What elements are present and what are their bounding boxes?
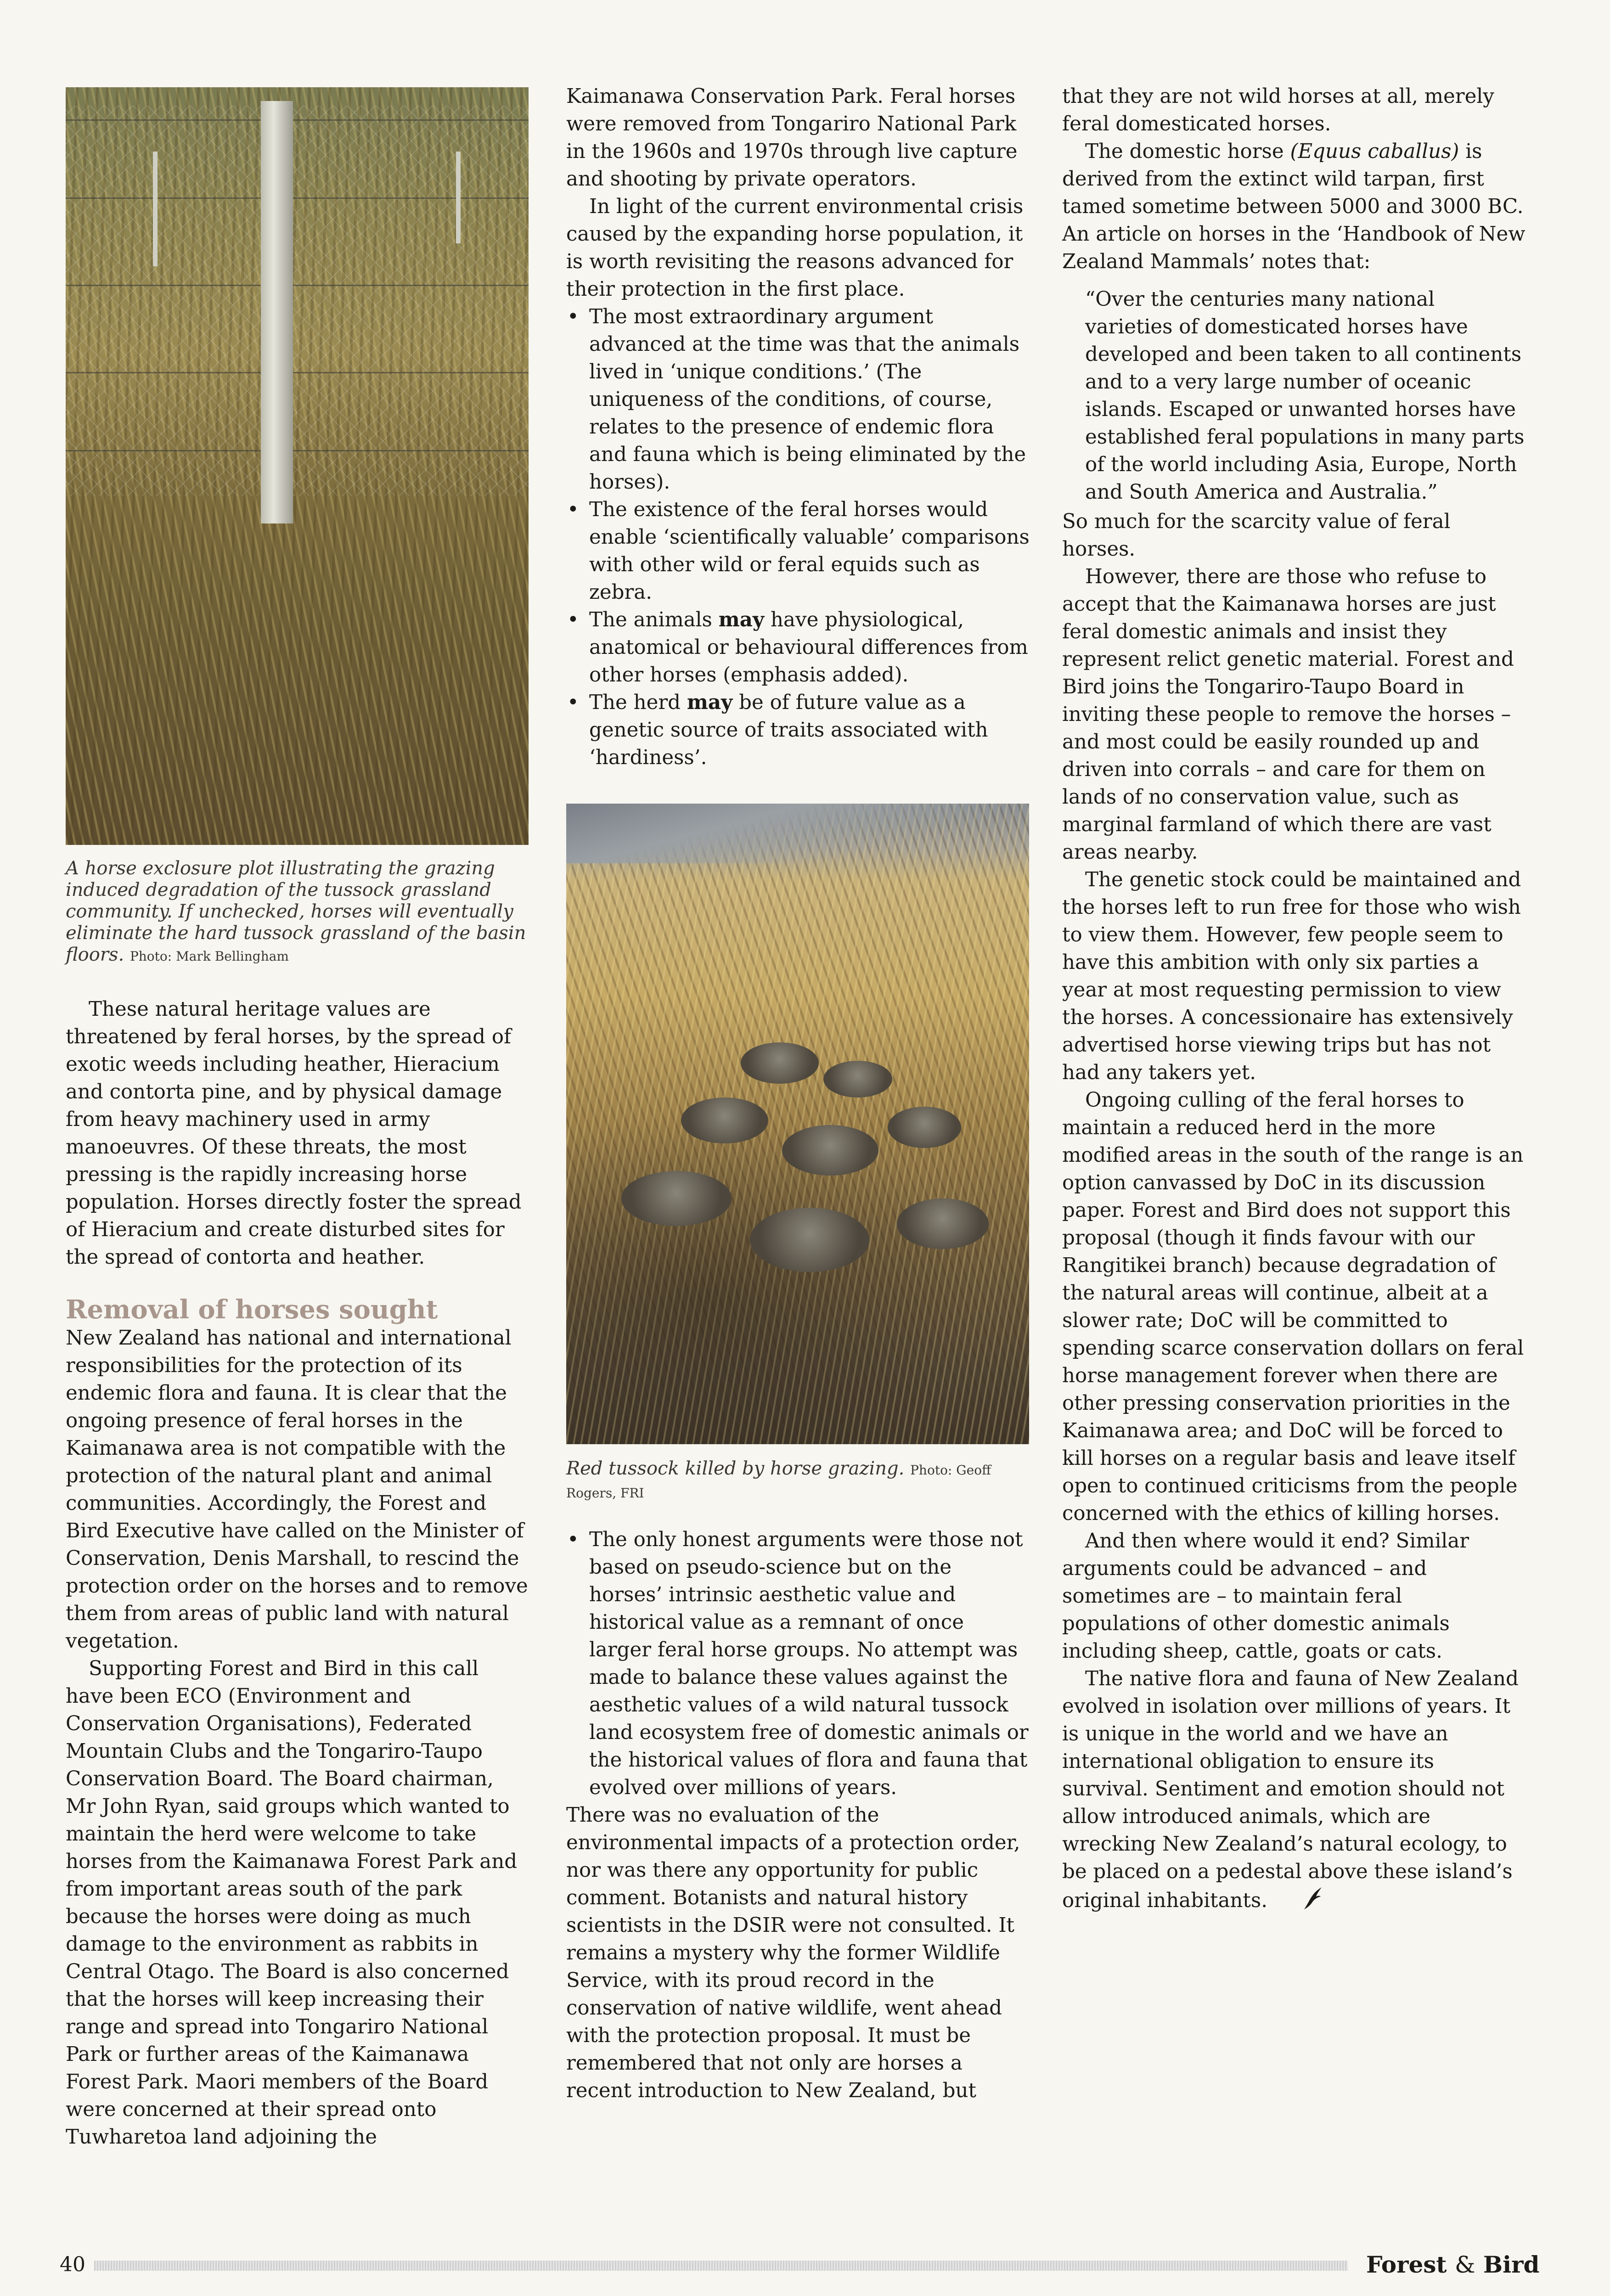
dead-tussock	[782, 1125, 878, 1176]
paragraph: The domestic horse (Equus caballus) is derived from the extinct wild tarpan, first tamed sometime between 5000 and 3000 BC. An article on horses in the ‘Handbook of New Zealand Mammals’ notes that:	[1062, 140, 1526, 273]
fence-wire	[66, 119, 529, 121]
bird-end-mark-icon	[1278, 1885, 1323, 1919]
magazine-name: Forest & Bird	[1366, 2251, 1540, 2278]
paragraph: that they are not wild horses at all, merely feral domesticated horses.	[1062, 85, 1494, 135]
paragraph: However, there are those who refuse to accept that the Kaimanawa horses are just feral domestic animals and insist they represent relict genetic material. Forest and Bird joins the Tongariro-Taupo Board in inviting these people to remove the horses – and most could be easily rounded up and driven into corrals – and care for them on lands of no conservation value, such as marginal farmland of which there are vast areas nearby.	[1062, 565, 1514, 864]
footer-rule	[94, 2261, 1348, 2271]
red-tussock-photo	[566, 804, 1029, 1444]
paragraph: The genetic stock could be maintained and the horses left to run free for those who wish to view them. However, few people seem to have this ambition with only six parties a year at most requesting permission to view the horses. A concessionaire has extensively advertised horse viewing trips but has not had any takers yet.	[1062, 868, 1521, 1084]
photo-caption: Red tussock killed by horse grazing. Photo: Geoff Rogers, FRI	[566, 1458, 991, 1501]
list-item: • The existence of the feral horses would enable ‘scientifically valuable’ comparisons with other wild or feral equids such as zebra.	[566, 496, 1030, 606]
photo-credit: Photo: Geoff Rogers, FRI	[566, 1463, 991, 1501]
dead-tussock	[823, 1061, 892, 1097]
paragraph: Supporting Forest and Bird in this call have been ECO (Environment and Conservation Organisations), Federated Mountain Clubs and the Tongariro-Taupo Conservation Board. The Board chairman, Mr John Ryan, said groups which wanted to maintain the herd were welcome to take horses from the Kaimanawa Forest Park and from important areas south of the park because the horses were doing as much damage to the environment as rabbits in Central Otago. The Board is also concerned that the horses will keep increasing their range and spread into Tongariro National Park or further areas of the Kaimanawa Forest Park. Maori members of the Board were concerned at their spread onto Tuwharetoa land adjoining the	[66, 1657, 518, 2149]
fence-wire	[66, 372, 529, 373]
photo-caption: A horse exclosure plot illustrating the grazing induced degradation of the tussock grassland community. If unchecked, horses will eventually eliminate the hard tussock grassland of the basin floors. Photo: Mark Bellingham	[66, 858, 526, 965]
paragraph: And then where would it end? Similar arguments could be advanced – and sometimes are – to maintain feral populations of other domestic animals including sheep, cattle, goats or cats.	[1062, 1530, 1469, 1663]
paragraph: New Zealand has national and international responsibilities for the protection of its endemic flora and fauna. It is clear that the ongoing presence of feral horses in the Kaimanawa area is not compatible with the protection of the natural plant and animal communities. Accordingly, the Forest and Bird Executive have called on the Minister of Conservation, Denis Marshall, to rescind the protection order on the horses and to remove them from areas of public land with natural vegetation.	[66, 1327, 528, 1653]
paragraph: In light of the current environmental crisis caused by the expanding horse population, it is worth revisiting the reasons advanced for their protection in the first place.	[566, 195, 1024, 301]
fence-stake	[153, 152, 158, 266]
paragraph: The native flora and fauna of New Zealand evolved in isolation over millions of years. It is unique in the world and we have an international obligation to ensure its survival. Sentiment and emotion should not allow introduced animals, which are wrecking New Zealand’s natural ecology, to be placed on a pedestal above these island’s original inhabitants.	[1062, 1665, 1526, 1919]
column-1	[66, 83, 529, 2151]
fence-wire	[66, 450, 529, 451]
dead-tussock	[897, 1199, 989, 1249]
list-item: • The only honest arguments were those not based on pseudo-science but on the horses’ intrinsic aesthetic value and historical value as a remnant of once larger feral horse groups. No attempt was made to balance these values against the aesthetic values of a wild natural tussock land ecosystem free of domestic animals or the historical values of flora and fauna that evolved over millions of years.	[566, 1526, 1030, 1801]
fence-wire	[66, 285, 529, 286]
page-number: 40	[60, 2253, 85, 2276]
photo-credit: Photo: Mark Bellingham	[129, 949, 289, 964]
section-heading: Removal of horses sought	[66, 1294, 438, 1325]
page-footer	[0, 2245, 1610, 2281]
fence-stake	[456, 152, 461, 243]
distant-hill	[566, 804, 1029, 863]
dead-tussock	[888, 1107, 961, 1148]
list-item: • The animals may have physiological, anatomical or behavioural differences from other horses (emphasis added).	[566, 606, 1030, 689]
column-2	[566, 83, 1030, 2105]
column-3	[1062, 83, 1526, 1919]
paragraph: So much for the scarcity value of feral horses.	[1062, 510, 1451, 561]
paragraph: Ongoing culling of the feral horses to maintain a reduced herd in the more modified areas in the south of the range is an option canvassed by DoC in its discussion paper. Forest and Bird does not support this proposal (though it finds favour with our Rangitikei branch) because degradation of the natural areas will continue, albeit at a slower rate; DoC will be committed to spending scarce conservation dollars on feral horse management forever when there are other pressing conservation priorities in the Kaimanawa area; and DoC will be forced to kill horses on a regular basis and leave itself open to continued criticisms from the people concerned with the ethics of killing horses.	[1062, 1089, 1524, 1525]
paragraph: These natural heritage values are threatened by feral horses, by the spread of exotic weeds including heather, Hieracium and contorta pine, and by physical damage from heavy machinery used in army manoeuvres. Of these threats, the most pressing is the rapidly increasing horse population. Horses directly foster the spread of Hieracium and create disturbed sites for the spread of contorta and heather.	[66, 998, 522, 1269]
paragraph: Kaimanawa Conservation Park. Feral horses were removed from Tongariro National Park in the 1960s and 1970s through live capture and shooting by private operators.	[566, 85, 1018, 191]
list-item: • The most extraordinary argument advanced at the time was that the animals lived in ‘unique conditions.’ (The uniqueness of the conditions, of course, relates to the presence of endemic flora and fauna which is being eliminated by the horses).	[566, 303, 1030, 496]
dead-tussock	[681, 1097, 768, 1143]
argument-list	[566, 1526, 1030, 1801]
horse-exclosure-photo	[66, 87, 529, 845]
body-text	[66, 996, 529, 1271]
dead-tussock	[750, 1208, 869, 1272]
argument-list	[566, 303, 1030, 771]
block-quote: “Over the centuries many national varieties of domesticated horses have developed and been taken to all continents and to a very large number of oceanic islands. Escaped or unwanted horses have established feral populations in many parts of the world including Asia, Europe, North and South America and Australia.”	[1085, 288, 1525, 504]
list-item: • The herd may be of future value as a genetic source of traits associated with ‘hardiness’.	[566, 689, 1030, 771]
dead-tussock	[621, 1171, 732, 1226]
dead-tussock	[741, 1042, 819, 1084]
paragraph: There was no evaluation of the environmental impacts of a protection order, nor was there any opportunity for public comment. Botanists and natural history scientists in the DSIR were not consulted. It remains a mystery why the former Wildlife Service, with its proud record in the conservation of native wildlife, went ahead with the protection proposal. It must be remembered that not only are horses a recent introduction to New Zealand, but	[566, 1804, 1020, 2102]
fence-post	[261, 101, 293, 523]
